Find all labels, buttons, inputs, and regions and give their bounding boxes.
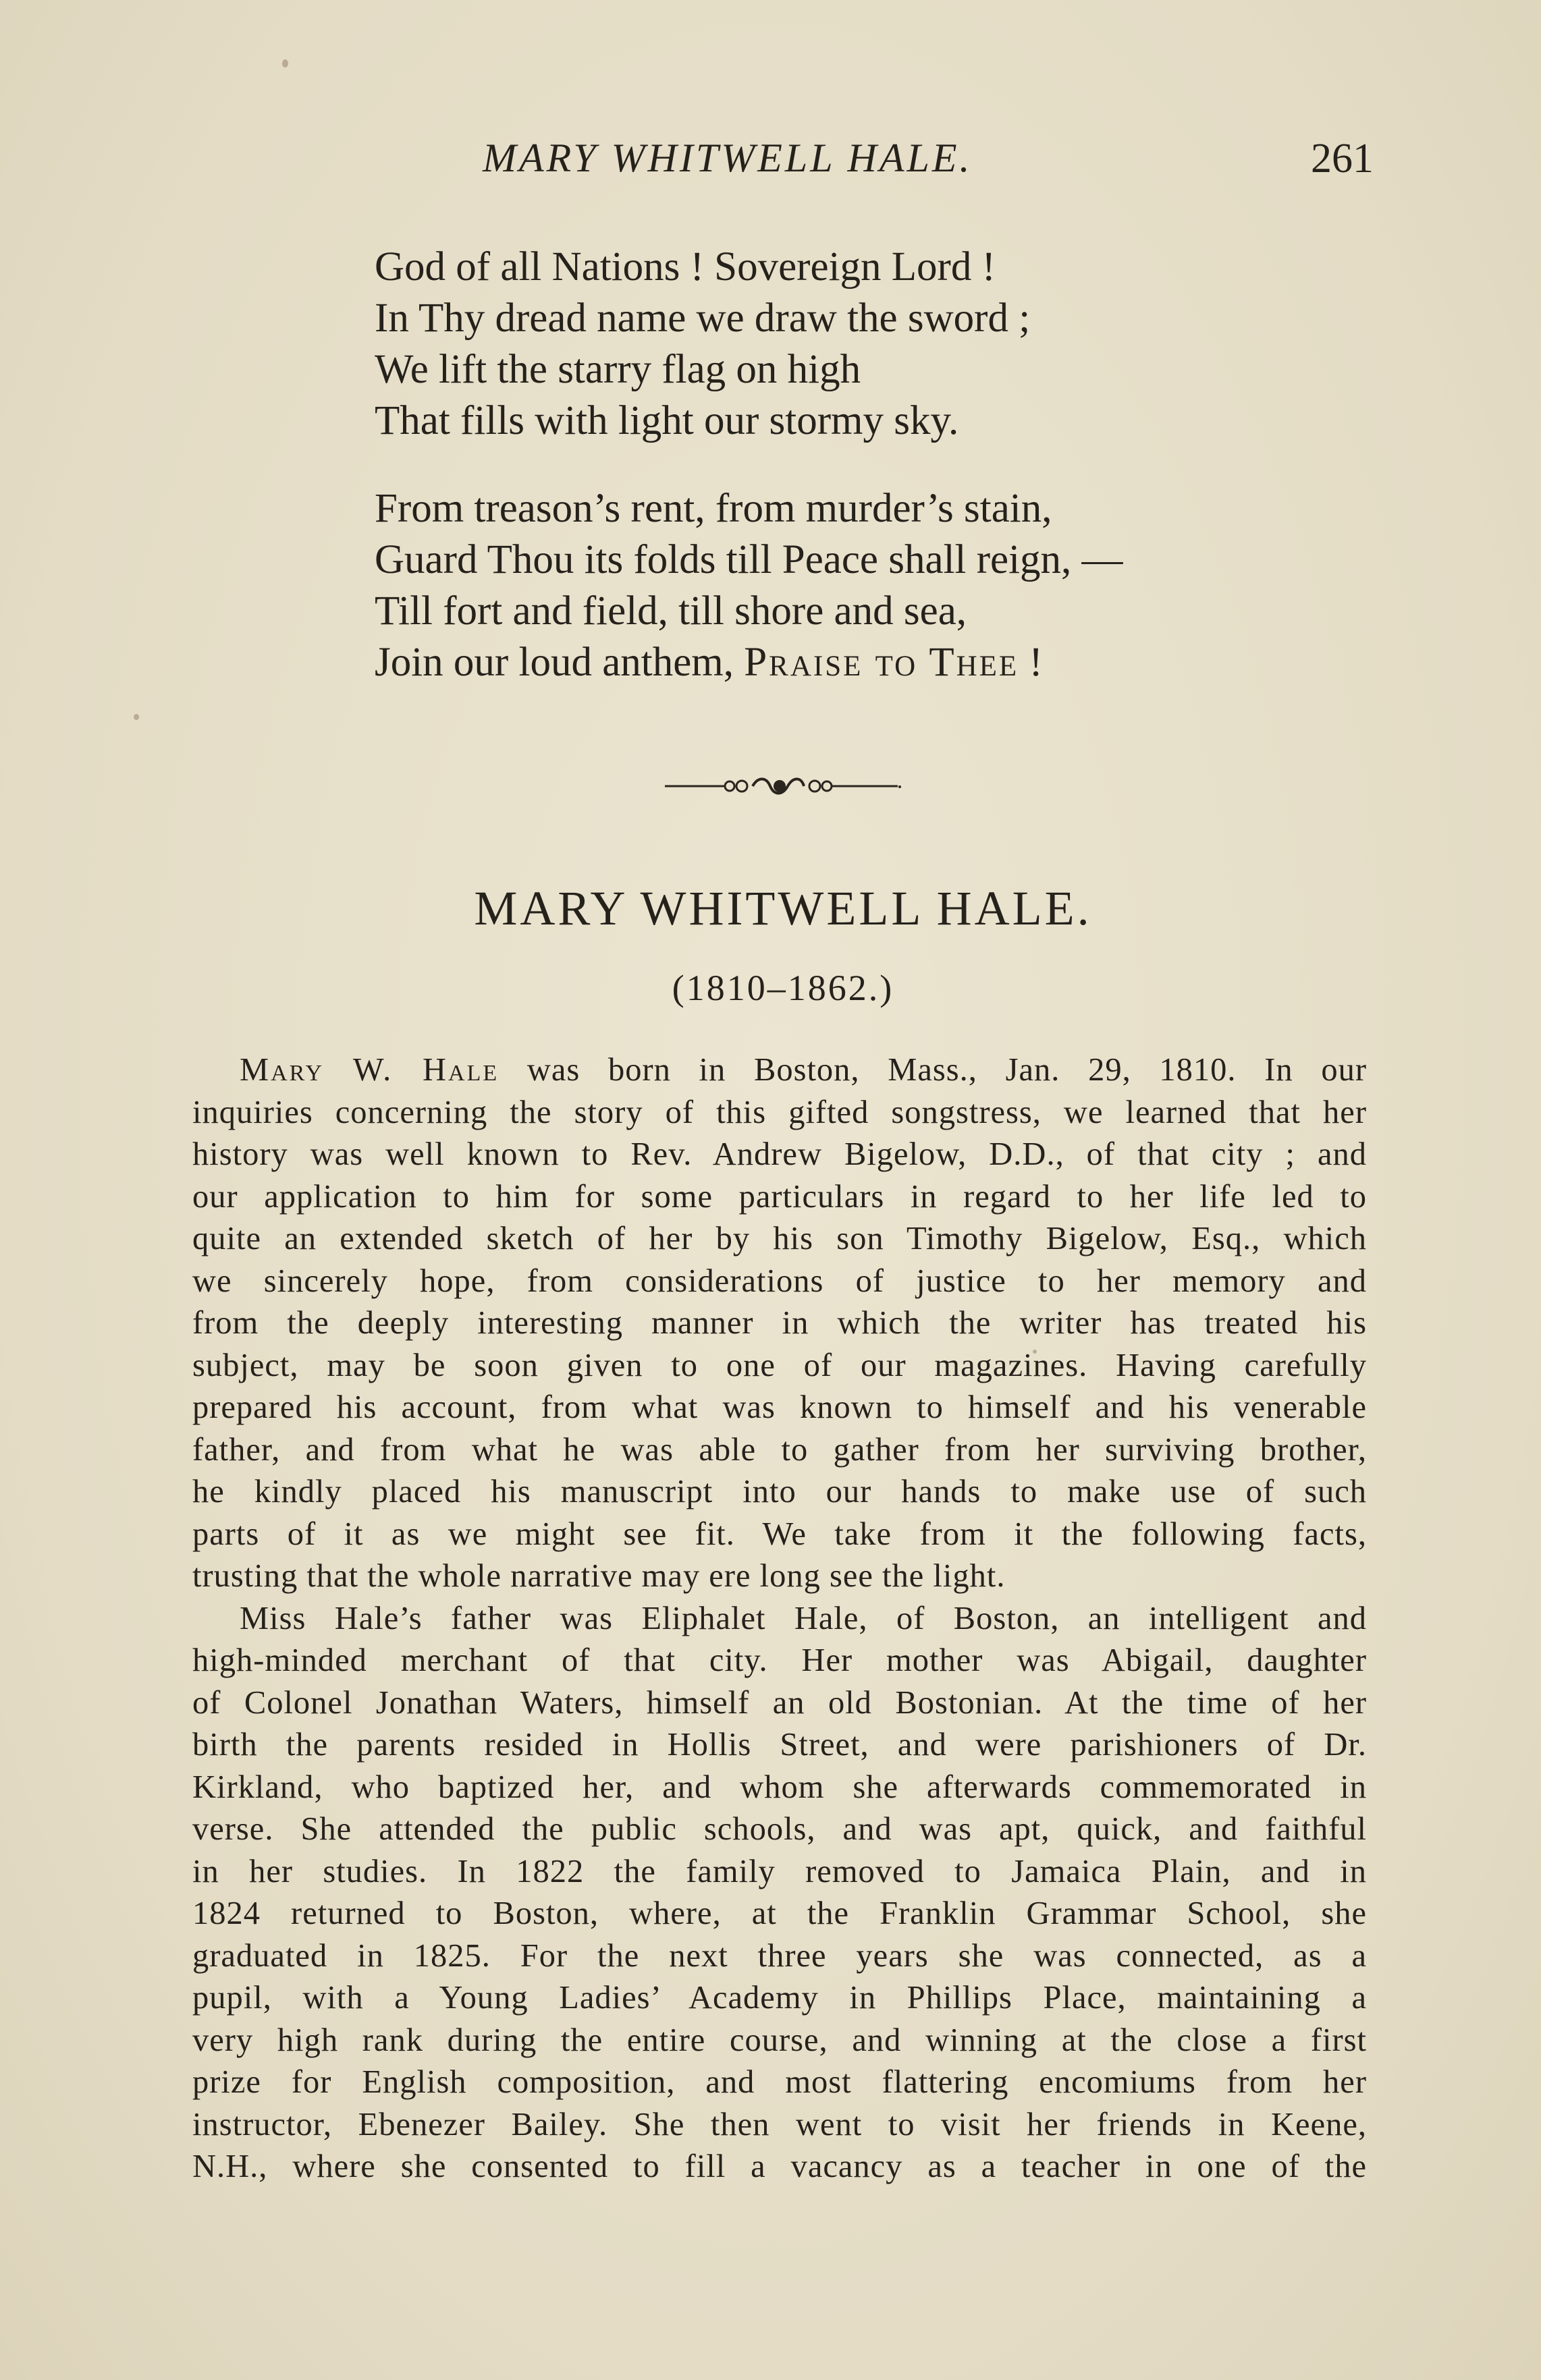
paper-speck	[282, 59, 288, 67]
article-first-line	[192, 1049, 1367, 1092]
ornament-divider-icon	[665, 773, 908, 800]
article-line: of Colonel Jonathan Waters, himself an old Bostonian. At the time of her	[192, 1684, 1367, 1721]
poem-line: That fills with light our stormy sky.	[375, 398, 959, 443]
article-line: verse. She attended the public schools, and was apt, quick, and faithful	[192, 1811, 1367, 1847]
article-line: quite an extended sketch of her by his son Timothy Bigelow, Esq., which	[192, 1221, 1367, 1256]
article-line: in her studies. In 1822 the family removed to Jamaica Plain, and in	[192, 1853, 1367, 1889]
poem-line: From treason’s rent, from murder’s stain,	[375, 486, 1052, 531]
article-first-line-text: was born in Boston, Mass., Jan. 29, 1810. In our	[499, 1052, 1367, 1088]
poem-line: Guard Thou its folds till Peace shall reign, —	[375, 537, 1123, 582]
article-line: instructor, Ebenezer Bailey. She then went to visit her friends in Keene,	[192, 2106, 1367, 2142]
article-line: 1824 returned to Boston, where, at the Franklin Grammar School, she	[192, 1895, 1367, 1931]
article-line: parts of it as we might see fit. We take from it the following facts,	[192, 1516, 1367, 1552]
running-head	[192, 135, 1374, 189]
poem-line: We lift the starry flag on high	[375, 347, 861, 392]
article-body	[192, 1049, 1367, 2188]
article-line: birth the parents resided in Hollis Street, and were parishioners of Dr.	[192, 1727, 1367, 1763]
page-number: 261	[1311, 136, 1374, 182]
article-line: prize for English composition, and most flattering encomiums from her	[192, 2064, 1367, 2100]
article-line: subject, may be soon given to one of our magazines. Having carefully	[192, 1347, 1367, 1383]
article-line: prepared his account, from what was known to himself and his venerable	[192, 1389, 1367, 1425]
article-line: inquiries concerning the story of this gifted songstress, we learned that her	[192, 1094, 1367, 1130]
article-line: high-minded merchant of that city. Her mother was Abigail, daughter	[192, 1642, 1367, 1678]
poem	[375, 242, 1353, 725]
poem-smallcaps-phrase: Praise to Thee	[744, 640, 1019, 685]
article-line: N.H., where she consented to fill a vacancy as a teacher in one of the	[192, 2149, 1367, 2184]
article-line: pupil, with a Young Ladies’ Academy in Phillips Place, maintaining a	[192, 1980, 1367, 2016]
article-line: Kirkland, who baptized her, and whom she afterwards commemorated in	[192, 1769, 1367, 1805]
running-head-title: MARY WHITWELL HALE.	[483, 136, 973, 180]
section-dates: (1810–1862.)	[672, 968, 894, 1008]
article-line: from the deeply interesting manner in which the writer has treated his	[192, 1305, 1367, 1341]
paper-speck	[134, 714, 139, 720]
article-line: trusting that the whole narrative may ere long see the light.	[192, 1558, 1006, 1594]
article-line: history was well known to Rev. Andrew Bigelow, D.D., of that city ; and	[192, 1136, 1367, 1172]
poem-line: Till fort and field, till shore and sea,	[375, 588, 967, 634]
poem-stanza-2	[375, 483, 1353, 688]
poem-stanza-1	[375, 242, 1353, 447]
article-line: we sincerely hope, from considerations of justice to her memory and	[192, 1263, 1367, 1299]
poem-last-line-end: !	[1019, 640, 1043, 685]
article-line: he kindly placed his manuscript into our hands to make use of such	[192, 1474, 1367, 1510]
article-line: our application to him for some particulars in regard to her life led to	[192, 1178, 1367, 1215]
poem-line: In Thy dread name we draw the sword ;	[375, 296, 1031, 341]
article-line: graduated in 1825. For the next three years she was connected, as a	[192, 1937, 1367, 1974]
poem-line: God of all Nations ! Sovereign Lord !	[375, 244, 996, 289]
article-name-smallcaps: Mary W. Hale	[240, 1052, 499, 1088]
article-line: father, and from what he was able to gather from her surviving brother,	[192, 1431, 1367, 1468]
section-heading: MARY WHITWELL HALE.	[474, 881, 1092, 935]
article-line: very high rank during the entire course, and winning at the close a first	[192, 2022, 1367, 2058]
poem-last-line-text: Join our loud anthem,	[375, 640, 745, 685]
article-line: Miss Hale’s father was Eliphalet Hale, of Boston, an intelligent and	[240, 1600, 1367, 1636]
poem-last-line	[375, 637, 1353, 688]
